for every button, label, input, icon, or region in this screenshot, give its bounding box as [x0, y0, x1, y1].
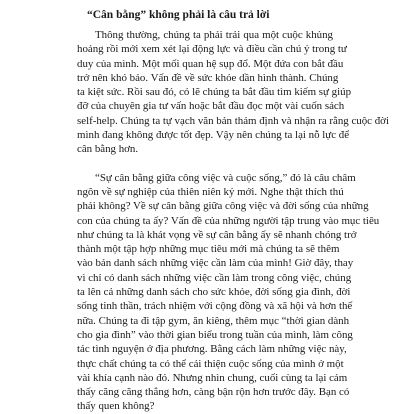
text-line: thành một tập hợp những mục tiêu mới mà chúng ta sẽ thêm: [77, 243, 340, 256]
paragraph-2: [77, 171, 380, 414]
text-line: vài khía cạnh nào đó. Nhưng nhìn chung, cuối cùng ta lại cảm: [77, 371, 348, 384]
text-line: hoảng rồi mới xem xét lại động lực và điều cần chú ý trong tư: [77, 43, 347, 56]
text-line: cho gia đình” vào thời gian biểu trong tuần của mình, làm công: [77, 328, 353, 341]
text-line: trở nên khó bảo. Vấn đề về sức khỏe dần hình thành. Chúng: [77, 71, 339, 84]
text-line: self-help. Chúng ta tự vạch văn bản thảm định và nhận ra rằng cuộc đời: [77, 114, 389, 127]
text-line: duy của mình. Một mối quan hệ sụp đổ. Một đứa con bắt đầu: [77, 57, 344, 70]
text-line: sống tinh thần, trách nhiệm với cộng đồng và xã hội và hơn thế: [77, 300, 353, 313]
text-line: thấy quen không?: [77, 400, 155, 413]
text-line: đỡ của chuyên gia tư vấn hoặc bắt đầu đọc một vài cuốn sách: [77, 100, 345, 113]
text-line: Thông thường, chúng ta phải trải qua một cuộc khủng: [95, 29, 333, 41]
text-line: phải không? Về sự cân bằng giữa công việc và đời sống của những: [77, 200, 369, 213]
text-line: cân bằng hơn.: [77, 143, 139, 156]
text-line: thấy căng căng thẳng hơn, càng bận rộn hơn trước đây. Bạn có: [77, 386, 350, 399]
text-line: nữa. Chúng ta đi tập gym, ăn kiêng, thêm mục “thời gian dành: [77, 314, 350, 327]
book-page: [77, 8, 389, 414]
text-line: như chúng ta là khát vọng về sự cân bằng ấy sẽ nhanh chóng trở: [77, 228, 357, 241]
text-line: vào bản danh sách những việc cần làm của mình! Giờ đây, thay: [77, 257, 354, 270]
section-heading: “Cân bằng” không phải là câu trả lời: [87, 9, 270, 21]
paragraph-gap: [77, 157, 333, 171]
text-line: thực chất chúng ta có thể cải thiện cuộc sống của mình ở một: [77, 357, 344, 370]
text-line: mình đang không được tốt đẹp. Vậy nên chúng ta lại nỗ lực để: [77, 129, 350, 142]
text-line: ngôn về sự nghiệp của thiên niên kỷ mới. Nghe thật thích thú: [77, 185, 344, 198]
text-line: ta lên cả những danh sách cho sức khỏe, đời sống gia đình, đời: [77, 286, 351, 299]
text-line: “Sự cân bằng giữa công việc và cuộc sống,” đó là câu châm: [95, 171, 356, 184]
paragraph-1: [77, 28, 389, 157]
text-line: tác tình nguyện ở địa phương. Bằng cách làm những việc này,: [77, 343, 347, 356]
text-line: vì chỉ có danh sách những việc cần làm trong công việc, chúng: [77, 271, 352, 284]
text-line: ta kiệt sức. Rồi sau đó, có lẽ chúng ta bắt đầu tìm kiếm sự giúp: [77, 86, 352, 99]
text-line: con của chúng ta ấy? Vấn đề của những người tập trung vào mục tiêu: [77, 214, 380, 227]
